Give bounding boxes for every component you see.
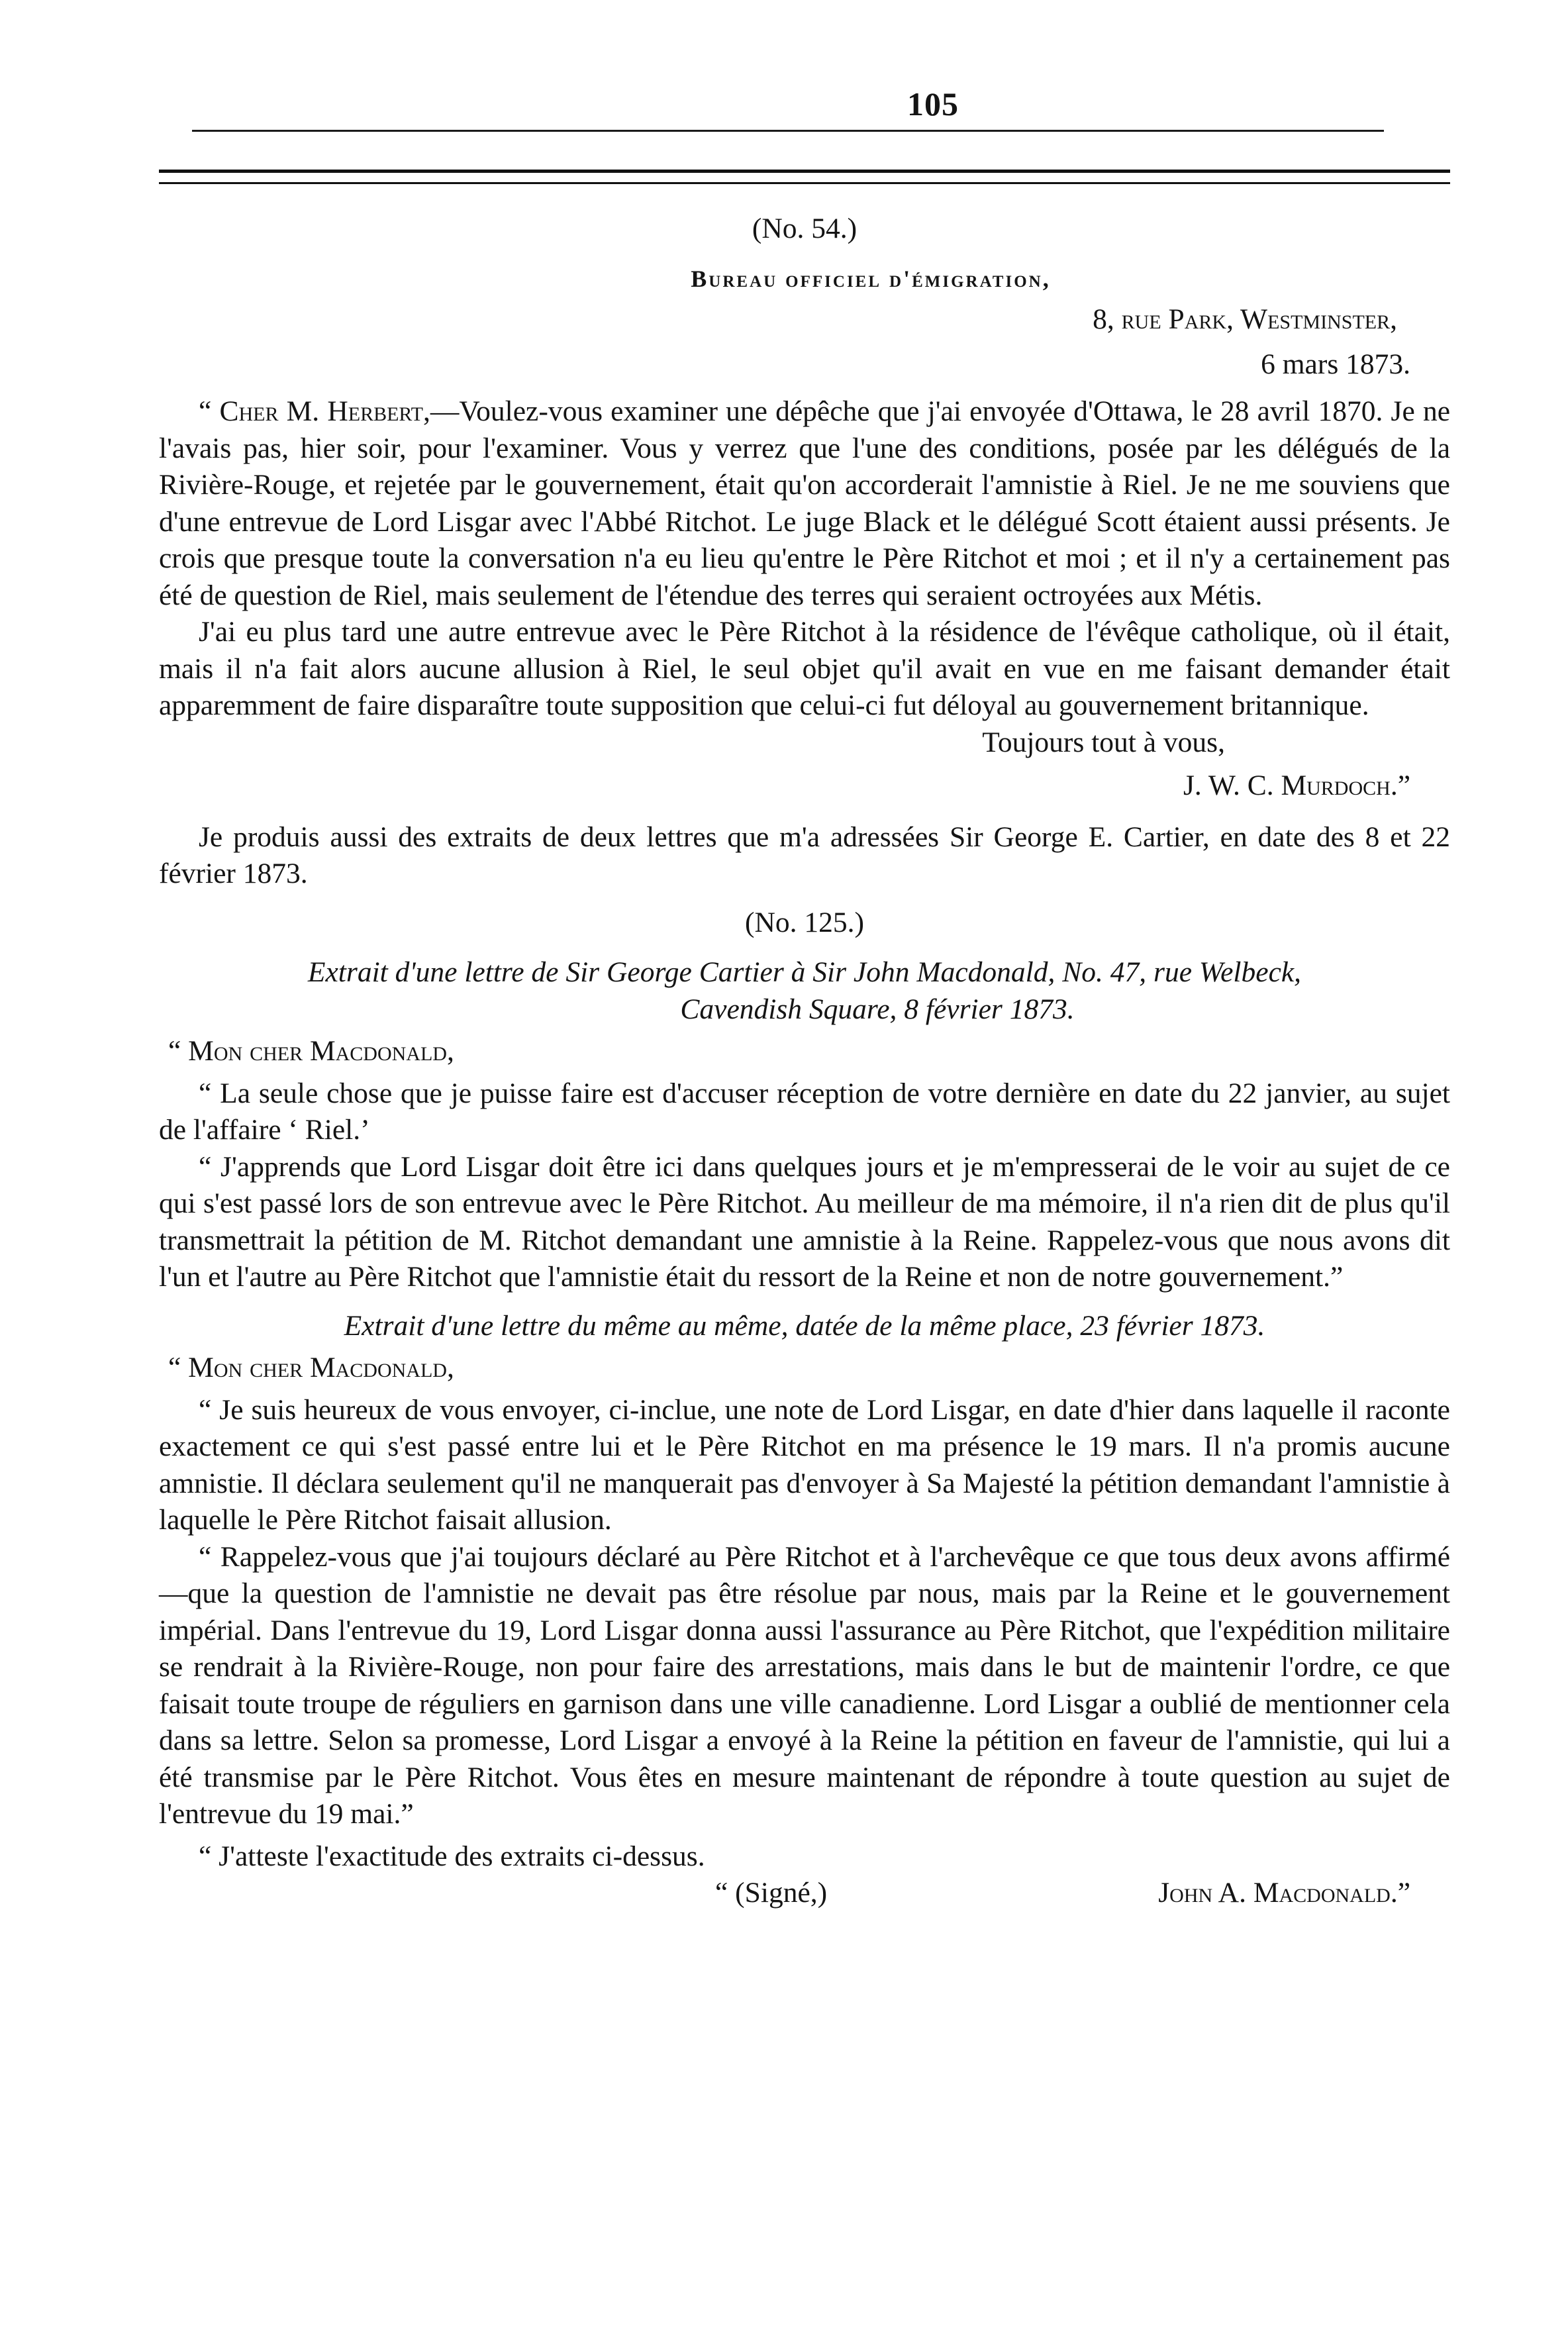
letter2-title-line1: Extrait d'une lettre de Sir George Cartier à Sir John Macdonald, No. 47, rue Welbeck, [307,956,1302,988]
letter1-paragraph-2: J'ai eu plus tard une autre entrevue avec le Père Ritchot à la résidence de l'évêque catholique, où il était, mais il n'a fait alors aucune allusion à Riel, le seul objet qu'il avait en vue en me faisant demander était apparemment de faire disparaître toute supposition que celui-ci fut déloyal au gouvernement britannique. [159,616,1450,721]
letter1-date: 6 mars 1873. [1261,348,1410,380]
letter3-title: Extrait d'une lettre du même au même, datée de la même place, 23 février 1873. [344,1309,1265,1342]
header-line [192,130,1384,132]
letter2-title-line2: Cavendish Square, 8 février 1873. [680,993,1075,1025]
letter1-para1-text: —Voulez-vous examiner une dépêche que j'ai envoyée d'Ottawa, le 28 avril 1870. Je ne l'avais pas, hier soir, pour l'examiner. Vous y verrez que l'une des conditions, posée par les délégués de la Rivière-Rouge, et rejetée par le gouvernement, était qu'on accorderait l'amnistie à Riel. Je ne me souviens que d'une entrevue de Lord Lisgar avec l'Abbé Ritchot. Le juge Black et le délégué Scott étaient aussi présents. Je crois que presque toute la conversation n'a eu lieu qu'entre le Père Ritchot et moi ; et il n'y a certainement pas été de question de Riel, mais seulement de l'étendue des terres qui seraient octroyées aux Métis. [159,395,1450,611]
spacer [159,893,1450,905]
letter3-paragraph-1: “ Je suis heureux de vous envoyer, ci-inclue, une note de Lord Lisgar, en date d'hier dans laquelle il raconte exactement ce qui s'est passé entre lui et le Père Ritchot en ma présence le 19 mars. Il n'a promis aucune amnistie. Il déclara seulement qu'il ne manquerait pas d'envoyer à Sa Majesté la pétition demandant l'amnistie à laquelle le Père Ritchot faisait allusion. [159,1393,1450,1536]
letter1-number: (No. 54.) [752,213,858,244]
attestation-signature-row [715,1875,1410,1912]
letter2-paragraph-1: “ La seule chose que je puisse faire est d'accuser réception de votre dernière en date du 22 janvier, au sujet de l'affaire ‘ Riel.’ [159,1077,1450,1146]
letter1-office: Bureau officiel d'émigration, [691,265,1051,292]
letter2-salutation: “ Mon cher Macdonald, [168,1035,454,1067]
header-double-rule [159,170,1450,184]
letter1-paragraph-1 [159,393,1450,614]
letter2-number: (No. 125.) [744,906,864,938]
letter1-address: 8, rue Park, Westminster, [1093,303,1397,335]
attestation-name: John A. Macdonald.” [1158,1877,1410,1909]
letter1-salutation: “ Cher M. Herbert, [199,395,430,427]
letter2-paragraph-2: “ J'apprends que Lord Lisgar doit être ici dans quelques jours et je m'empresserai de le voir au sujet de ce qui s'est passé lors de son entrevue avec le Père Ritchot. Au meilleur de ma mémoire, il n'a rien dit de plus qu'il transmettrait la pétition de M. Ritchot demandant une amnistie à la Reine. Rappelez-vous que nous avons dit l'un et l'autre au Père Ritchot que l'amnistie était du ressort de la Reine et non de notre gouvernement.” [159,1150,1450,1293]
attestation-text: “ J'atteste l'exactitude des extraits ci-dessus. [199,1840,705,1872]
letter3-paragraph-2: “ Rappelez-vous que j'ai toujours déclaré au Père Ritchot et à l'archevêque ce que tous deux avons affirmé—que la question de l'amnistie ne devait pas être résolue par nous, mais par la Reine et le gouvernement impérial. Dans l'entrevue du 19, Lord Lisgar donna aussi l'assurance au Père Ritchot, que l'expédition militaire se rendrait à la Rivière-Rouge, non pour faire des arrestations, mais dans le but de maintenir l'ordre, ce que faisait toute troupe de réguliers en garnison dans une ville canadienne. Lord Lisgar a oublié de mentionner cela dans sa lettre. Selon sa promesse, Lord Lisgar a envoyé à la Reine la pétition en faveur de l'amnistie, qui lui a été transmise par le Père Ritchot. Vous êtes en mesure maintenant de répondre à toute question au sujet de l'entrevue du 19 mai.” [159,1540,1450,1830]
page-number: 105 [907,85,959,123]
page-body [159,211,1450,1912]
attestation-signed: “ (Signé,) [715,1877,828,1909]
letter1-signature: J. W. C. Murdoch.” [1183,770,1410,801]
letter1-closing: Toujours tout à vous, [982,726,1225,758]
letter3-salutation: “ Mon cher Macdonald, [168,1352,454,1383]
intro-paragraph: Je produis aussi des extraits de deux lettres que m'a adressées Sir George E. Cartier, en date des 8 et 22 février 1873. [159,821,1450,889]
